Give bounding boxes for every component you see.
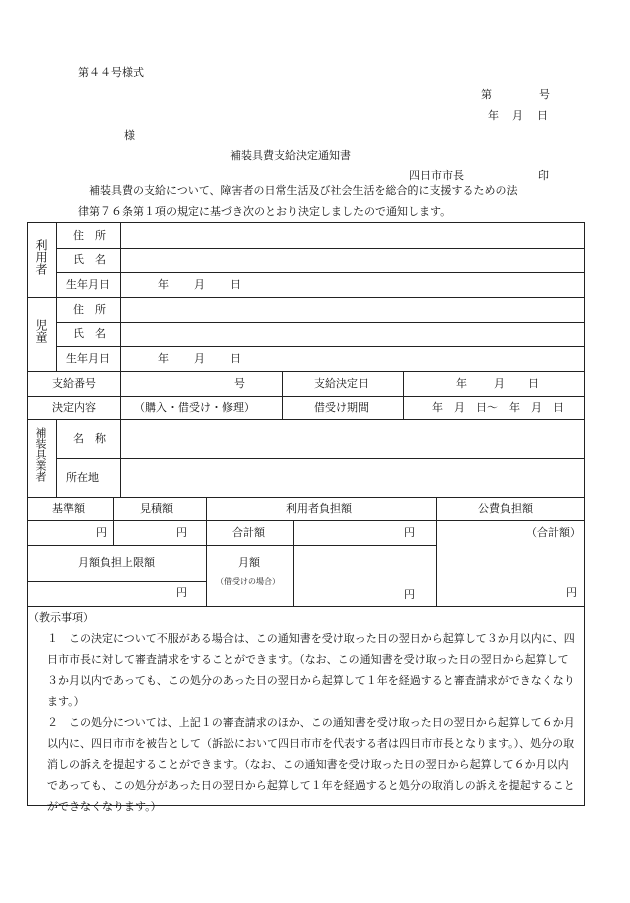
public-total-label: （合計額） bbox=[526, 526, 581, 539]
child-section-label: 児童 bbox=[34, 319, 48, 343]
user-birth-label: 生年月日 bbox=[66, 278, 110, 291]
public-burden-label: 公費負担額 bbox=[478, 502, 533, 515]
date-day: 日 bbox=[537, 109, 548, 122]
child-name-label: 氏 名 bbox=[73, 327, 106, 340]
base-amount-label: 基準額 bbox=[52, 502, 85, 515]
intro-line-2: 律第７６条第１項の規定に基づき次のとおり決定しましたので通知します。 bbox=[78, 205, 452, 218]
base-yen: 円 bbox=[96, 526, 107, 539]
notes-heading: （教示事項） bbox=[28, 611, 94, 624]
decision-content-value: （購入・借受け・修理） bbox=[134, 401, 255, 414]
child-address-label: 住 所 bbox=[73, 303, 106, 316]
public-yen: 円 bbox=[566, 586, 577, 599]
issuer: 四日市市長 bbox=[409, 169, 464, 182]
form-number: 第４４号様式 bbox=[78, 66, 144, 79]
user-birth-day: 日 bbox=[230, 278, 241, 291]
estimate-amount-label: 見積額 bbox=[140, 502, 173, 515]
estimate-yen: 円 bbox=[176, 526, 187, 539]
monthly-cap-label: 月額負担上限額 bbox=[78, 556, 155, 569]
child-birth-month: 月 bbox=[194, 352, 205, 365]
user-burden-label: 利用者負担額 bbox=[286, 502, 352, 515]
monthly-note: （借受けの場合） bbox=[216, 577, 280, 586]
decision-content-label: 決定内容 bbox=[52, 401, 96, 414]
note-item-1: １ この決定について不服がある場合は、この通知書を受け取った日の翌日から起算して３か月以内に、四日市市長に対して審査請求をすることができます。（なお、この通知書を受け取った日の翌日から起算して３か月以内であっても、この処分のあった日の翌日から起算して１年を経過すると審査請求ができなくなります。） bbox=[47, 632, 575, 708]
user-birth-year: 年 bbox=[158, 278, 169, 291]
vendor-name-label: 名 称 bbox=[73, 432, 106, 445]
total-yen: 円 bbox=[404, 526, 415, 539]
vendor-location-label: 所在地 bbox=[66, 471, 99, 484]
monthly-cap-yen: 円 bbox=[176, 586, 187, 599]
user-name-label: 氏 名 bbox=[73, 253, 106, 266]
addressee: 様 bbox=[124, 129, 135, 142]
decision-date-label: 支給決定日 bbox=[314, 377, 369, 390]
child-birth-label: 生年月日 bbox=[66, 352, 110, 365]
child-birth-day: 日 bbox=[230, 352, 241, 365]
payment-number-suffix: 号 bbox=[234, 377, 245, 390]
note-item-2: ２ この処分については、上記１の審査請求のほか、この通知書を受け取った日の翌日から起算して６か月以内に、四日市市を被告として（訴訟において四日市市を代表する者は四日市市長となります。）、処分の取消しの訴えを提起することができます。（なお、この通知書を受け取った日の翌日から起算して６か月以内であっても、この処分があった日の翌日から起算して１年を経過すると処分の取消しの訴えを提起することができなくなります。） bbox=[47, 716, 575, 813]
decision-day: 日 bbox=[528, 377, 539, 390]
monthly-yen: 円 bbox=[404, 588, 415, 601]
monthly-label: 月額 bbox=[238, 556, 260, 569]
child-birth-year: 年 bbox=[158, 352, 169, 365]
decision-month: 月 bbox=[494, 377, 505, 390]
vendor-section-label: 補装具業者 bbox=[34, 427, 47, 482]
user-birth-month: 月 bbox=[194, 278, 205, 291]
total-label: 合計額 bbox=[232, 526, 265, 539]
date-year: 年 bbox=[488, 109, 499, 122]
decision-year: 年 bbox=[456, 377, 467, 390]
date-month: 月 bbox=[512, 109, 523, 122]
doc-no-suffix: 号 bbox=[539, 88, 550, 101]
intro-line-1: 補装具費の支給について、障害者の日常生活及び社会生活を総合的に支援するための法 bbox=[89, 184, 518, 197]
rental-period-label: 借受け期間 bbox=[314, 401, 369, 414]
payment-number-label: 支給番号 bbox=[52, 377, 96, 390]
rental-period-value: 年 月 日～ 年 月 日 bbox=[432, 401, 564, 414]
seal: 印 bbox=[538, 169, 549, 182]
decision-form bbox=[27, 222, 585, 813]
user-address-label: 住 所 bbox=[73, 229, 106, 242]
doc-no-prefix: 第 bbox=[481, 88, 492, 101]
page-title: 補装具費支給決定通知書 bbox=[230, 149, 351, 162]
user-section-label: 利用者 bbox=[34, 239, 48, 275]
